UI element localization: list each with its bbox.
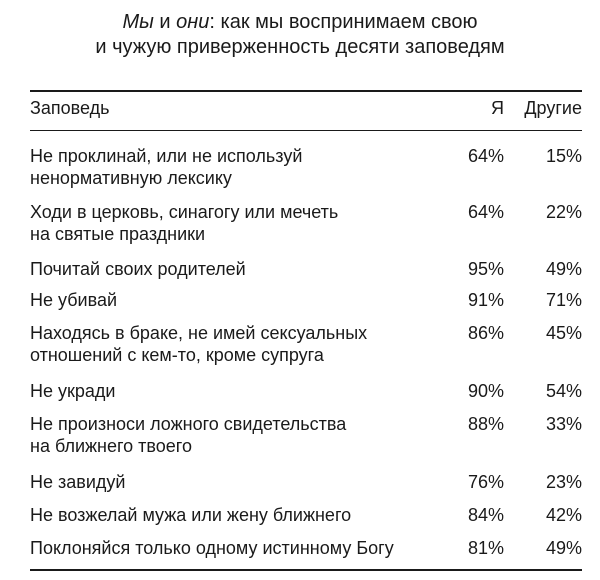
commandment-cell — [30, 537, 410, 559]
self-percent: 86% — [467, 323, 504, 343]
self-percent: 84% — [467, 505, 504, 525]
table-title-line-1 — [0, 10, 600, 34]
commandment-cell — [30, 289, 410, 311]
self-percent: 91% — [467, 290, 504, 310]
self-percent: 95% — [467, 259, 504, 279]
self-percent: 64% — [467, 202, 504, 222]
commandment-line: Не завидуй — [30, 472, 126, 492]
self-percent: 88% — [467, 414, 504, 434]
title-word-we: Мы — [122, 11, 154, 33]
commandment-line: на святые праздники — [30, 224, 206, 244]
commandment-line: Не возжелай мужа или жену ближнего — [30, 505, 352, 525]
commandment-cell — [30, 413, 410, 457]
commandment-cell — [30, 201, 410, 245]
others-percent: 54% — [545, 381, 582, 401]
self-percent: 81% — [467, 538, 504, 558]
others-percent: 23% — [545, 472, 582, 492]
commandment-line: Не убивай — [30, 290, 118, 310]
others-percent: 49% — [545, 259, 582, 279]
commandment-line: Не проклинай, или не используй — [30, 146, 303, 166]
commandment-cell — [30, 504, 410, 526]
header-commandment: Заповедь — [30, 98, 110, 118]
self-percent: 90% — [467, 381, 504, 401]
commandment-line: отношений с кем-то, кроме супруга — [30, 345, 324, 365]
others-percent: 22% — [545, 202, 582, 222]
commandment-line: ненормативную лексику — [30, 168, 232, 188]
header-self: Я — [491, 98, 504, 118]
self-percent: 64% — [467, 146, 504, 166]
others-percent: 15% — [545, 146, 582, 166]
commandment-cell — [30, 380, 410, 402]
commandment-line: Не произноси ложного свидетельства — [30, 414, 347, 434]
table-title-line-2: и чужую приверженность десяти заповедям — [95, 36, 505, 58]
commandment-cell — [30, 258, 410, 280]
commandment-cell — [30, 471, 410, 493]
commandment-line: на ближнего твоего — [30, 436, 192, 456]
others-percent: 33% — [545, 414, 582, 434]
commandment-line: Находясь в браке, не имей сексуальных — [30, 323, 368, 343]
header-others: Другие — [524, 98, 582, 118]
bottom-rule — [30, 569, 582, 571]
header-rule — [30, 130, 582, 131]
commandment-cell — [30, 145, 410, 189]
top-rule — [30, 90, 582, 92]
table-header — [30, 97, 582, 121]
commandment-cell — [30, 322, 410, 366]
others-percent: 45% — [545, 323, 582, 343]
others-percent: 71% — [545, 290, 582, 310]
self-percent: 76% — [467, 472, 504, 492]
commandment-line: Почитай своих родителей — [30, 259, 246, 279]
title-rest: : как мы воспринимаем свою — [209, 11, 478, 33]
others-percent: 42% — [545, 505, 582, 525]
commandment-line: Поклоняйся только одному истинному Богу — [30, 538, 394, 558]
title-connector: и — [153, 11, 177, 33]
others-percent: 49% — [545, 538, 582, 558]
commandment-line: Не укради — [30, 381, 116, 401]
title-word-they: они — [176, 11, 210, 33]
commandment-line: Ходи в церковь, синагогу или мечеть — [30, 202, 339, 222]
